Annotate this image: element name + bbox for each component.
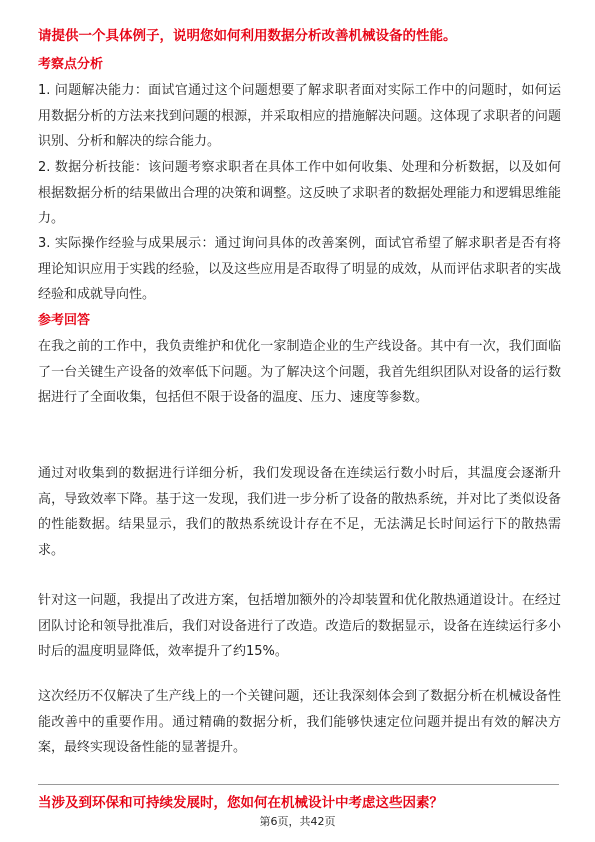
reference-heading: 参考回答 bbox=[38, 313, 91, 328]
analysis-point-3: 3. 实际操作经验与成果展示：通过询问具体的改善案例，面试官希望了解求职者是否有将理论知识应用于实践的经验，以及这些应用是否取得了明显的成效，从而评估求职者的实战经验和成就导向性。 bbox=[38, 236, 561, 302]
analysis-point-1: 1. 问题解决能力：面试官通过这个问题想要了解求职者面对实际工作中的问题时，如何运用数据分析的方法来找到问题的根源，并采取相应的措施解决问题。这体现了求职者的问题识别、分析和解决的综合能力。 bbox=[38, 83, 561, 149]
reference-paragraph-2: 通过对收集到的数据进行详细分析，我们发现设备在连续运行数小时后，其温度会逐渐升高，导致效率下降。基于这一发现，我们进一步分析了设备的散热系统，并对比了类似设备的性能数据。结果显示，我们的散热系统设计存在不足，无法满足长时间运行下的散热需求。 bbox=[38, 466, 561, 558]
page-number: 第6页，共42页 bbox=[259, 815, 336, 828]
next-question-title: 当涉及到环保和可持续发展时，您如何在机械设计中考虑这些因素？ bbox=[38, 795, 443, 811]
reference-paragraph-4: 这次经历不仅解决了生产线上的一个关键问题，还让我深刻体会到了数据分析在机械设备性能改善中的重要作用。通过精确的数据分析，我们能够快速定位问题并提出有效的解决方案，最终实现设备性能的显著提升。 bbox=[38, 689, 561, 755]
question-title: 请提供一个具体例子，说明您如何利用数据分析改善机械设备的性能。 bbox=[38, 28, 457, 44]
analysis-point-2: 2. 数据分析技能：该问题考察求职者在具体工作中如何收集、处理和分析数据，以及如何根据数据分析的结果做出合理的决策和调整。这反映了求职者的数据处理能力和逻辑思维能力。 bbox=[38, 160, 561, 226]
reference-paragraph-1: 在我之前的工作中，我负责维护和优化一家制造企业的生产线设备。其中有一次，我们面临了一台关键生产设备的效率低下问题。为了解决这个问题，我首先组织团队对设备的运行数据进行了全面收集，包括但不限于设备的温度、压力、速度等参数。 bbox=[38, 339, 561, 405]
reference-paragraph-3: 针对这一问题，我提出了改进方案，包括增加额外的冷却装置和优化散热通道设计。在经过团队讨论和领导批准后，我们对设备进行了改造。改造后的数据显示，设备在连续运行多小时后的温度明显降低，效率提升了约15%。 bbox=[38, 593, 561, 659]
section-divider bbox=[38, 784, 559, 785]
analysis-heading: 考察点分析 bbox=[38, 57, 104, 72]
